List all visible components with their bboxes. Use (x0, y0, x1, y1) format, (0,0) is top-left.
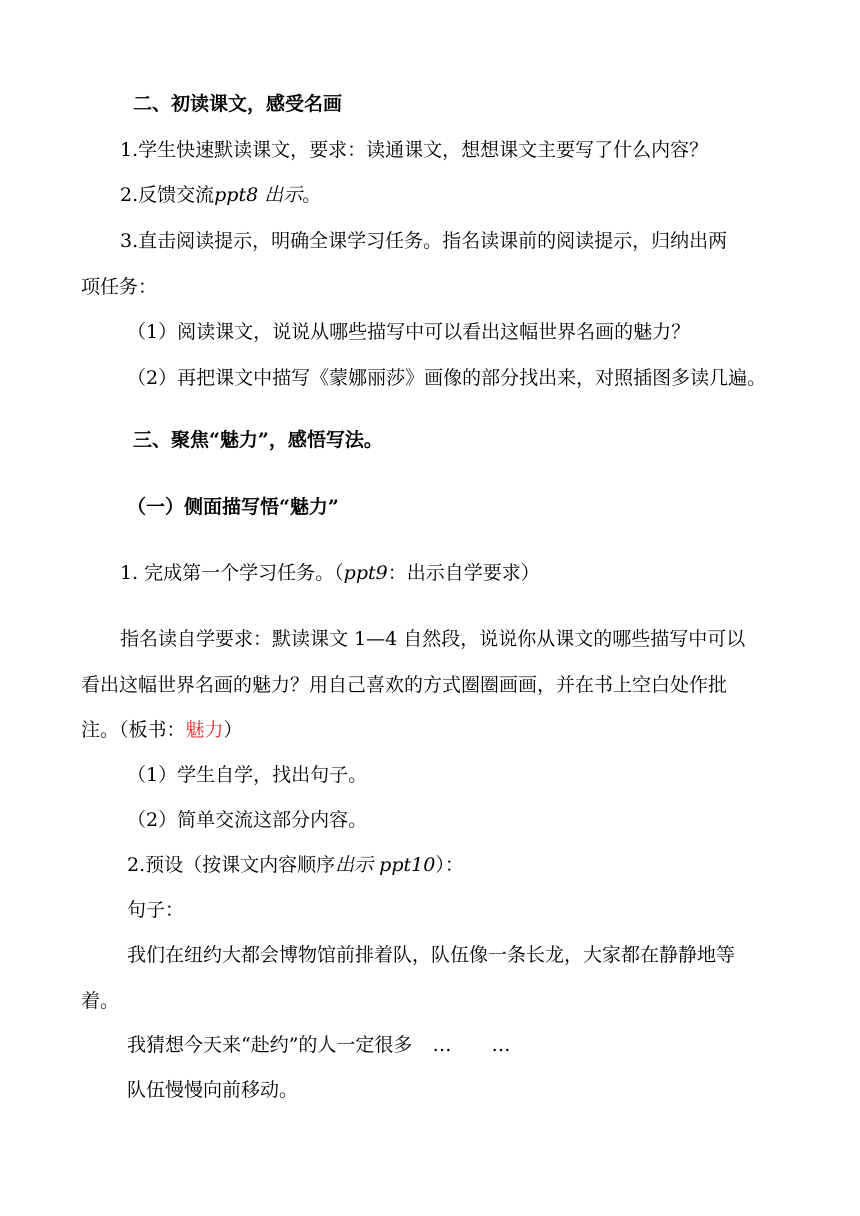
requirement-line-2: 看出这幅世界名画的魅力？用自己喜欢的方式圈圈画画，并在书上空白处作批 (81, 674, 728, 696)
step-1-end: ：出示自学要求） (387, 562, 540, 584)
sentence-1-line-2: 着。 (81, 990, 120, 1012)
ellipsis-2: … (491, 1034, 511, 1056)
step-1-text: 1. 完成第一个学习任务。（ (120, 562, 344, 584)
section-heading-3: 三、聚焦“魅力”，感悟写法。 (133, 429, 383, 451)
preset-line (127, 853, 464, 877)
requirement-line-3 (81, 718, 243, 742)
requirement-line-1: 指名读自学要求：默读课文 1—4 自然段，说说你从课文的哪些描写中可以 (120, 628, 746, 650)
task-2: （2）再把课文中描写《蒙娜丽莎》画像的部分找出来，对照插图多读几遍。 (127, 367, 767, 389)
paragraph-1: 1.学生快速默读课文，要求：读通课文，想想课文主要写了什么内容？ (120, 139, 709, 161)
sentence-label: 句子： (127, 899, 185, 921)
paragraph-2-ppt-ref: ppt8 出示 (214, 184, 303, 206)
requirement-line-3-end: ） (223, 719, 243, 741)
step-1-task (120, 561, 540, 585)
section-heading-2: 二、初读课文，感受名画 (133, 93, 343, 115)
task-1: （1）阅读课文，说说从哪些描写中可以看出这幅世界名画的魅力？ (127, 321, 691, 343)
paragraph-2-end: 。 (302, 184, 322, 206)
sentence-2 (127, 1033, 510, 1057)
subheading-side-description: （一）侧面描写悟“魅力” (127, 496, 339, 518)
paragraph-2 (120, 183, 321, 207)
paragraph-2-text: 2.反馈交流 (120, 184, 215, 206)
ellipsis-1: … (432, 1034, 452, 1056)
paragraph-3-line-2: 项任务： (81, 276, 158, 298)
sentence-2-text: 我猜想今天来“赴约”的人一定很多 (127, 1034, 413, 1056)
paragraph-3-line-1: 3.直击阅读提示，明确全课学习任务。指名读课前的阅读提示，归纳出两 (120, 230, 728, 252)
sentence-3: 队伍慢慢向前移动。 (127, 1079, 299, 1101)
board-keyword: 魅力 (185, 719, 224, 741)
sub-step-2: （2）简单交流这部分内容。 (127, 809, 368, 831)
sub-step-1: （1）学生自学，找出句子。 (127, 764, 368, 786)
preset-end: ）： (435, 854, 464, 876)
step-1-ppt-ref: ppt9 (343, 562, 388, 584)
preset-ppt-ref: 出示 ppt10 (335, 854, 436, 876)
sentence-1-line-1: 我们在纽约大都会博物馆前排着队，队伍像一条长龙，大家都在静静地等 (127, 944, 736, 966)
requirement-line-3-text: 注。（板书： (81, 719, 186, 741)
preset-text: 2.预设（按课文内容顺序 (127, 854, 336, 876)
